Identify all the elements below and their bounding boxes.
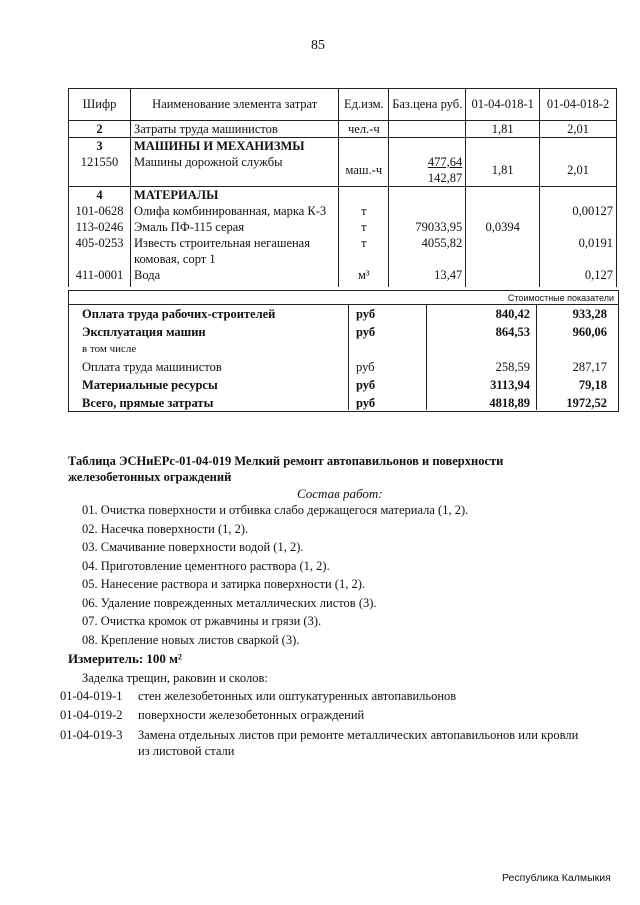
summary-value: 4818,89 (489, 396, 530, 410)
work-item: 01. Очистка поверхности и отбивка слабо держащегося материала (1, 2). (82, 503, 469, 517)
summary-value: 287,17 (572, 360, 607, 374)
value-cell: 1,81 (466, 154, 540, 187)
work-item: 02. Насечка поверхности (1, 2). (82, 521, 249, 536)
code-cell: 3 (69, 138, 131, 155)
summary-label: Оплата труда рабочих-строителей (82, 307, 276, 321)
price-cell: 79033,95 (389, 219, 466, 235)
summary-unit: руб (356, 325, 376, 339)
summary-unit: руб (356, 396, 376, 410)
header-cell: Наименование элемента затрат (131, 89, 339, 121)
table-row (69, 219, 617, 235)
summary-value: 840,42 (495, 307, 530, 321)
intro: Заделка трещин, раковин и сколов: (82, 671, 268, 685)
name-cell: Машины дорожной службы (131, 154, 339, 187)
summary-value: 864,53 (495, 325, 530, 339)
summary-row (68, 360, 617, 377)
summary-row (68, 343, 617, 360)
name-cell: Вода (131, 267, 339, 287)
code-cell: 411-0001 (69, 267, 131, 287)
summary-label: Оплата труда машинистов (82, 360, 222, 374)
summary-value: 258,59 (495, 360, 530, 374)
value-cell: 2,01 (540, 121, 617, 138)
summary-row (68, 396, 617, 413)
name-cell: Олифа комбинированная, марка К-3 (131, 203, 339, 219)
resource-table (68, 88, 617, 287)
code-cell: 4 (69, 187, 131, 204)
work-code: 01-04-019-3 (60, 728, 123, 742)
header-cell: 01-04-018-1 (466, 89, 540, 121)
meter: Измеритель: 100 м² (68, 651, 182, 666)
work-description: поверхности железобетонных ограждений (138, 708, 365, 722)
work-item: 08. Крепление новых листов сваркой (3). (82, 632, 300, 647)
table-title-cont: железобетонных ограждений (68, 470, 232, 484)
summary-value: 960,06 (572, 325, 607, 339)
footer-region: Республика Калмыкия (502, 872, 611, 884)
price-cell: 477,64 (427, 155, 463, 169)
summary-value: 3113,94 (490, 378, 530, 392)
work-description: стен железобетонных или оштукатуренных автопавильонов (138, 689, 457, 703)
summary-row (68, 378, 617, 395)
table-row (69, 138, 617, 155)
section-heading: МАШИНЫ И МЕХАНИЗМЫ (131, 138, 339, 155)
table-row (69, 203, 617, 219)
work-description-cont: из листовой стали (138, 744, 235, 758)
table-row (69, 187, 617, 204)
summary-value: 933,28 (572, 307, 607, 321)
work-item: 03. Смачивание поверхности водой (1, 2). (82, 540, 304, 554)
work-code: 01-04-019-2 (60, 708, 123, 722)
work-item: 04. Приготовление цементного раствора (1, 2). (82, 558, 330, 573)
summary-unit: руб (356, 360, 375, 374)
value-cell: 1,81 (466, 121, 540, 138)
code-cell: 121550 (69, 154, 131, 187)
unit-cell: т (339, 203, 389, 219)
value-cell: 0,0394 (466, 219, 540, 235)
works-heading: Состав работ: (297, 486, 383, 501)
value-cell: 2,01 (540, 154, 617, 187)
code-cell: 101-0628 (69, 203, 131, 219)
work-code: 01-04-019-1 (60, 689, 123, 703)
summary-row (68, 307, 617, 324)
summary-unit: руб (356, 378, 376, 392)
work-item: 06. Удаление поврежденных металлических листов (3). (82, 595, 377, 610)
summary-label: Материальные ресурсы (82, 378, 218, 392)
name-cell: Затраты труда машинистов (131, 121, 339, 138)
table-title: Таблица ЭСНиЕРс-01-04-019 Мелкий ремонт автопавильонов и поверхности (68, 454, 504, 468)
price-cell-secondary: 142,87 (427, 171, 463, 185)
value-cell: 0,127 (540, 267, 617, 287)
work-description: Замена отдельных листов при ремонте металлических автопавильонов или кровли (138, 728, 579, 742)
work-item: 07. Очистка кромок от ржавчины и грязи (3). (82, 614, 322, 628)
unit-cell: чел.-ч (339, 121, 389, 138)
summary-label: Всего, прямые затраты (82, 396, 214, 410)
summary-unit: руб (356, 307, 376, 321)
price-cell: 13,47 (389, 267, 466, 287)
code-cell: 113-0246 (69, 219, 131, 235)
table-row (69, 267, 617, 287)
header-cell: 01-04-018-2 (540, 89, 617, 121)
work-item: 05. Нанесение раствора и затирка поверхности (1, 2). (82, 577, 366, 591)
header-cell: Ед.изм. (339, 89, 389, 121)
table-header (69, 89, 617, 121)
section-heading: МАТЕРИАЛЫ (131, 187, 339, 204)
name-cell: Известь строительная негашеная комовая, сорт 1 (131, 235, 339, 267)
summary-label: в том числе (82, 343, 137, 355)
table-row (69, 154, 617, 187)
unit-cell: м³ (339, 267, 389, 287)
summary-row (68, 325, 617, 342)
code-cell: 2 (69, 121, 131, 138)
summary-value: 79,18 (578, 378, 607, 392)
header-cell: Баз.цена руб. (389, 89, 466, 121)
table-row (69, 121, 617, 138)
page-number: 85 (311, 38, 325, 53)
unit-cell: т (339, 235, 389, 267)
summary-label: Эксплуатация машин (82, 325, 206, 339)
value-cell: 0,0191 (540, 235, 617, 267)
unit-cell: маш.-ч (339, 154, 389, 187)
name-cell: Эмаль ПФ-115 серая (131, 219, 339, 235)
summary-caption: Стоимостные показатели (507, 293, 614, 303)
unit-cell: т (339, 219, 389, 235)
summary-value: 1972,52 (566, 396, 607, 410)
price-cell: 4055,82 (389, 235, 466, 267)
header-cell: Шифр (69, 89, 131, 121)
table-row (69, 235, 617, 267)
value-cell: 0,00127 (540, 203, 617, 219)
code-cell: 405-0253 (69, 235, 131, 267)
